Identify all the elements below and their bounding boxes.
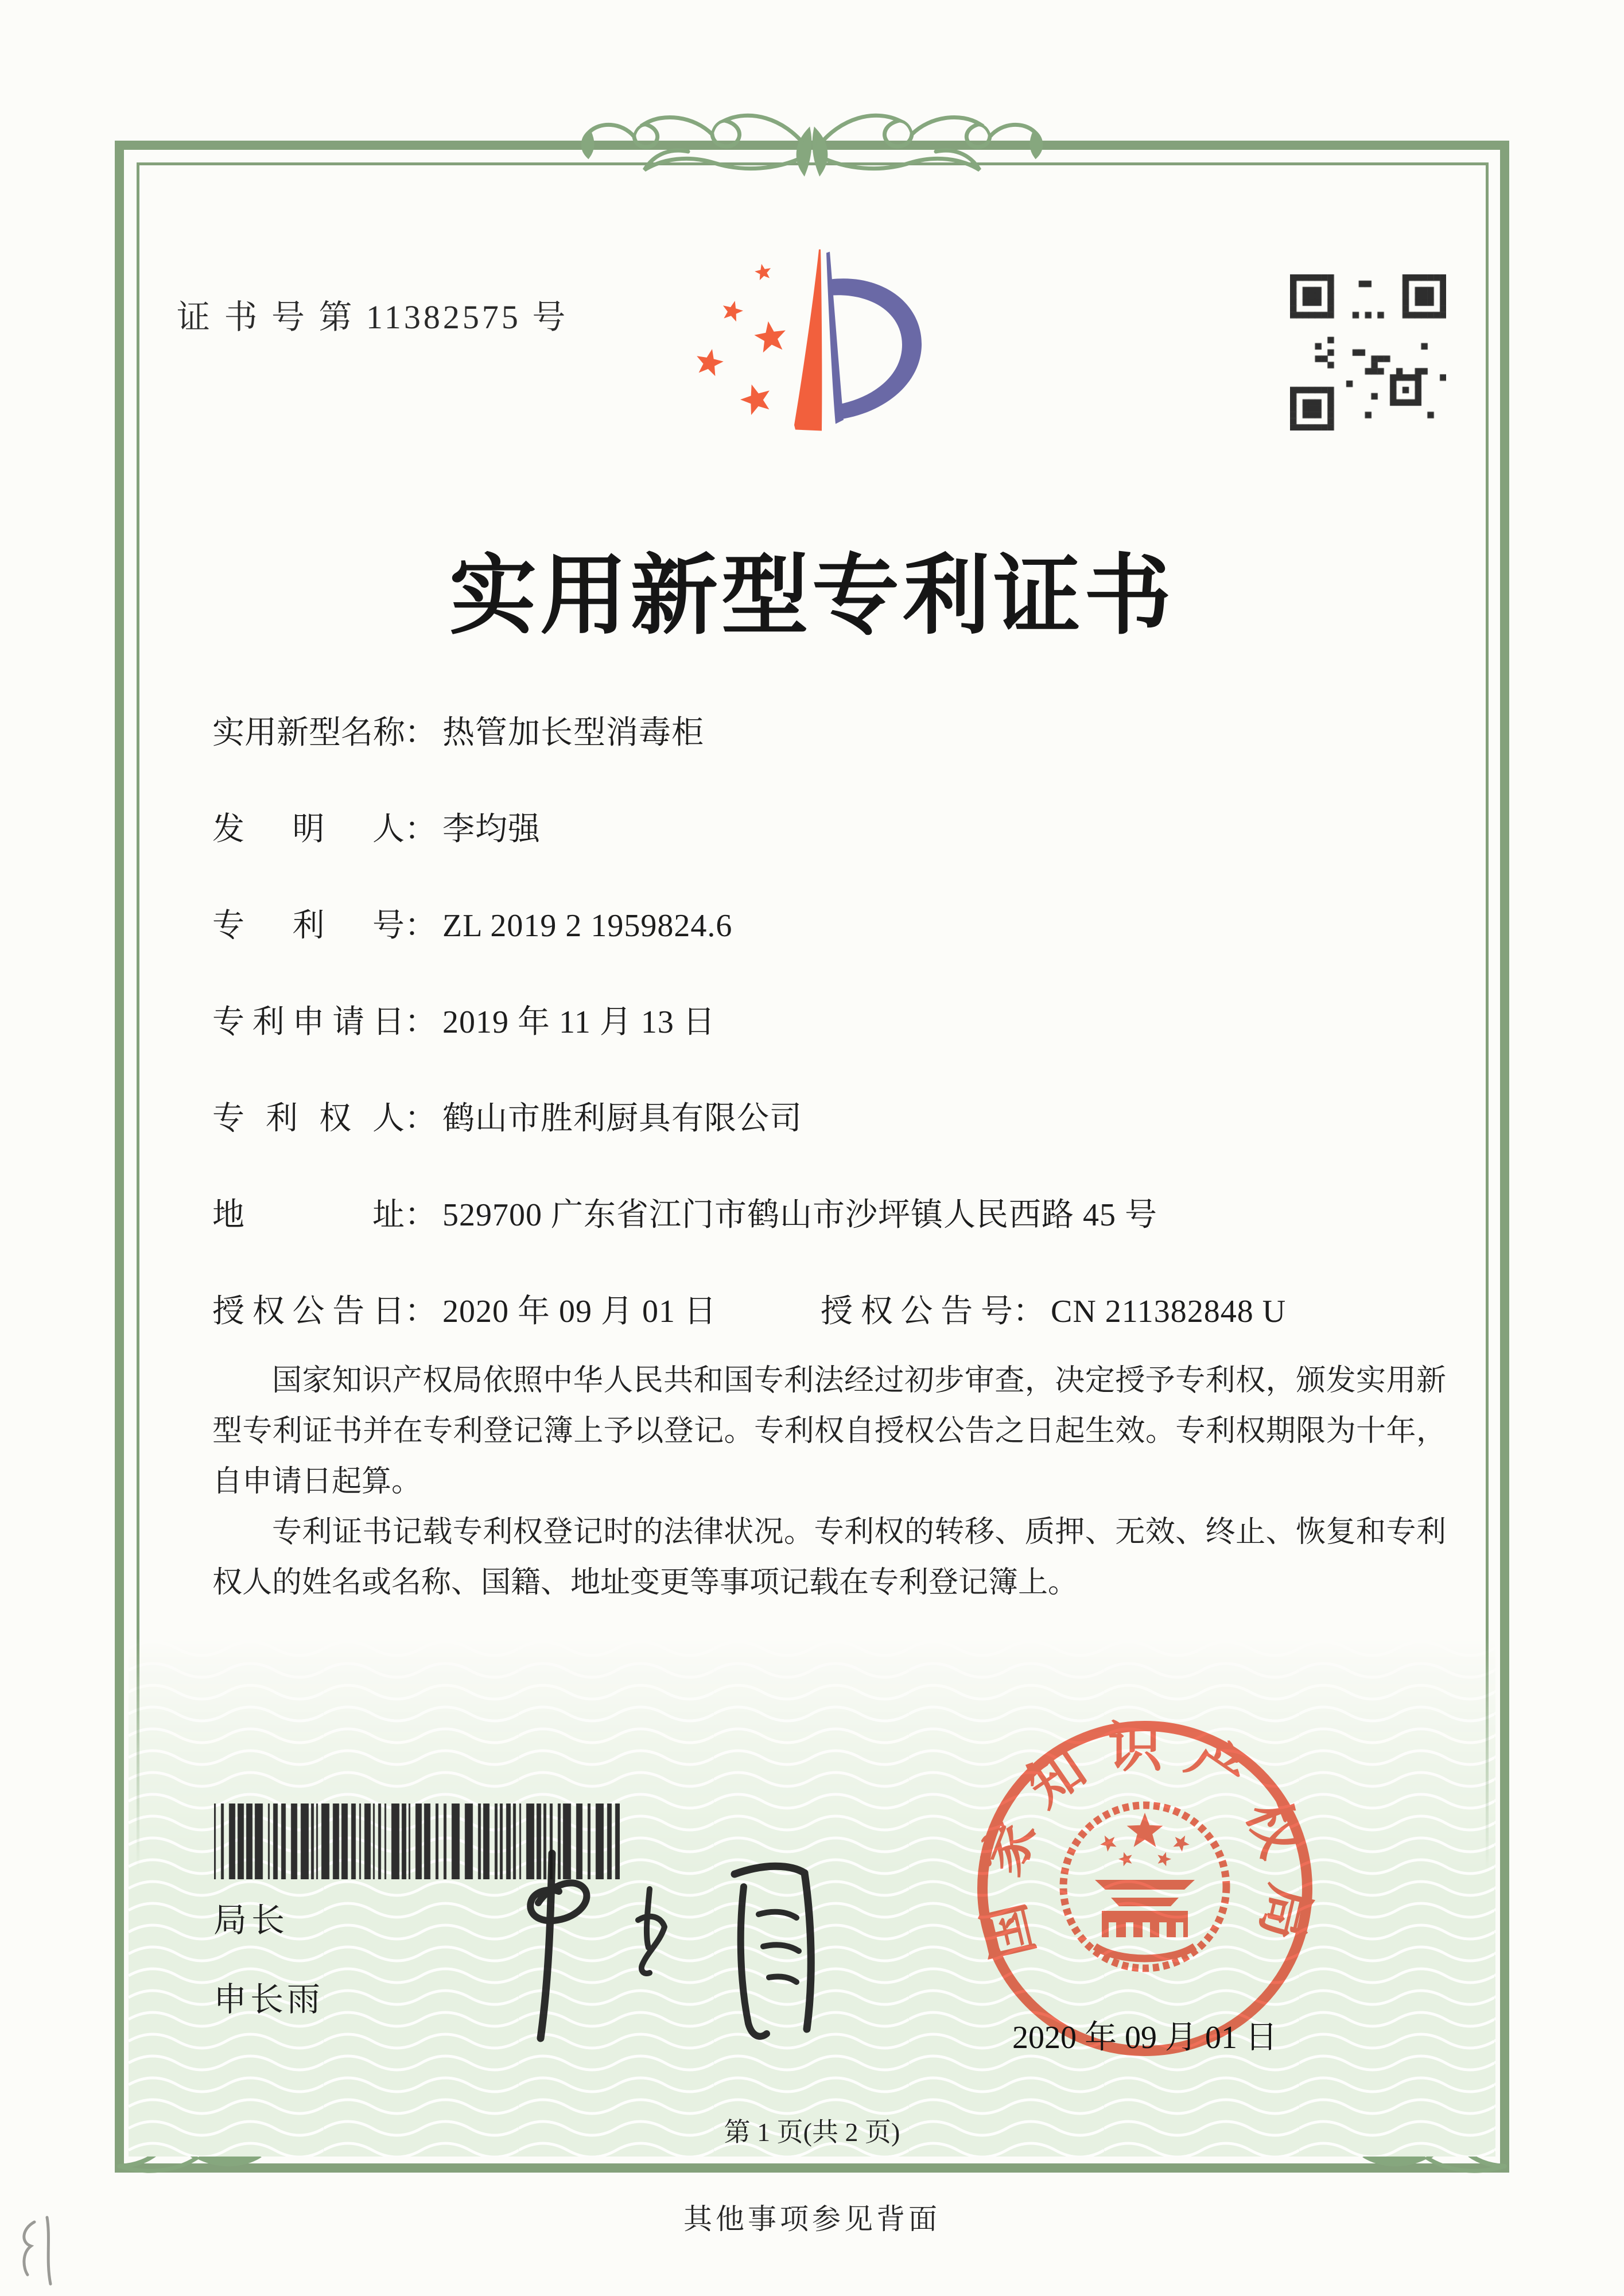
logo-p-stem	[826, 252, 844, 424]
officer-name: 申长雨	[213, 1981, 324, 2018]
field-value: 2020 年 09 月 01 日	[442, 1294, 717, 1329]
field-row: 实用新型名称： 热管加长型消毒柜	[212, 707, 1498, 804]
field-value: ZL 2019 2 1959824.6	[442, 908, 733, 944]
seal-org-text: 国家知识产权局	[969, 1717, 1321, 1965]
field-row: 专利权人： 鹤山市胜利厨具有限公司	[212, 1093, 1498, 1189]
field-row: 发明人： 李均强	[212, 804, 1498, 900]
field-value: 鹤山市胜利厨具有限公司	[442, 1101, 802, 1137]
field-label: 授权公告号	[821, 1294, 1013, 1329]
field-row: 授权公告日： 2020 年 09 月 01 日 授权公告号： CN 211382848 U	[212, 1286, 1498, 1382]
field-row: 专利号： ZL 2019 2 1959824.6	[212, 900, 1498, 996]
legal-text	[212, 1356, 1446, 1608]
logo-p-bowl	[831, 278, 922, 419]
field-value: 529700 广东省江门市鹤山市沙坪镇人民西路 45 号	[442, 1197, 1157, 1233]
certificate-title: 实用新型专利证书	[449, 548, 1175, 645]
field-label: 专利申请日	[212, 1004, 405, 1040]
logo-stars	[697, 264, 786, 415]
grant-number-pair: 授权公告号： CN 211382848 U	[821, 1286, 1286, 1332]
qr-code	[1290, 274, 1446, 430]
back-side-note: 其他事项参见背面	[683, 2203, 941, 2235]
field-label: 专利权人	[212, 1101, 405, 1137]
officer-title: 局长	[213, 1902, 290, 1939]
field-label: 实用新型名称	[212, 715, 405, 751]
field-value: 热管加长型消毒柜	[442, 715, 704, 751]
logo-cone	[794, 250, 822, 431]
field-value: CN 211382848 U	[1051, 1294, 1287, 1329]
field-row: 专利申请日： 2019 年 11 月 13 日	[212, 996, 1498, 1093]
field-value: 李均强	[442, 812, 541, 847]
dragon-scroll-ornament	[577, 99, 1047, 191]
signature-calligraphy	[465, 1834, 844, 2052]
cnipa-logo-icon	[677, 241, 924, 442]
field-label: 授权公告日	[212, 1294, 405, 1329]
page-number: 第 1 页(共 2 页)	[724, 2117, 900, 2147]
certificate-number: 证 书 号 第 11382575 号	[177, 298, 569, 336]
grant-date-under-seal: 2020 年 09 月 01 日	[1012, 2020, 1277, 2055]
field-value: 2019 年 11 月 13 日	[442, 1004, 716, 1040]
paragraph: 国家知识产权局依照中华人民共和国专利法经过初步审查，决定授予专利权，颁发实用新型专利证书并在专利登记簿上予以登记。专利权自授权公告之日起生效。专利权期限为十年，自申请日起算。	[212, 1364, 1446, 1498]
field-label: 发明人	[212, 812, 405, 847]
field-list	[212, 707, 1498, 1382]
national-emblem	[1063, 1805, 1226, 1968]
field-label: 专利号	[212, 908, 405, 944]
pencil-mark	[10, 2213, 68, 2293]
paragraph: 专利证书记载专利权登记时的法律状况。专利权的转移、质押、无效、终止、恢复和专利权人的姓名或名称、国籍、地址变更等事项记载在专利登记簿上。	[212, 1516, 1446, 1599]
field-row: 地址： 529700 广东省江门市鹤山市沙坪镇人民西路 45 号	[212, 1189, 1498, 1286]
field-label: 地址	[212, 1197, 405, 1233]
